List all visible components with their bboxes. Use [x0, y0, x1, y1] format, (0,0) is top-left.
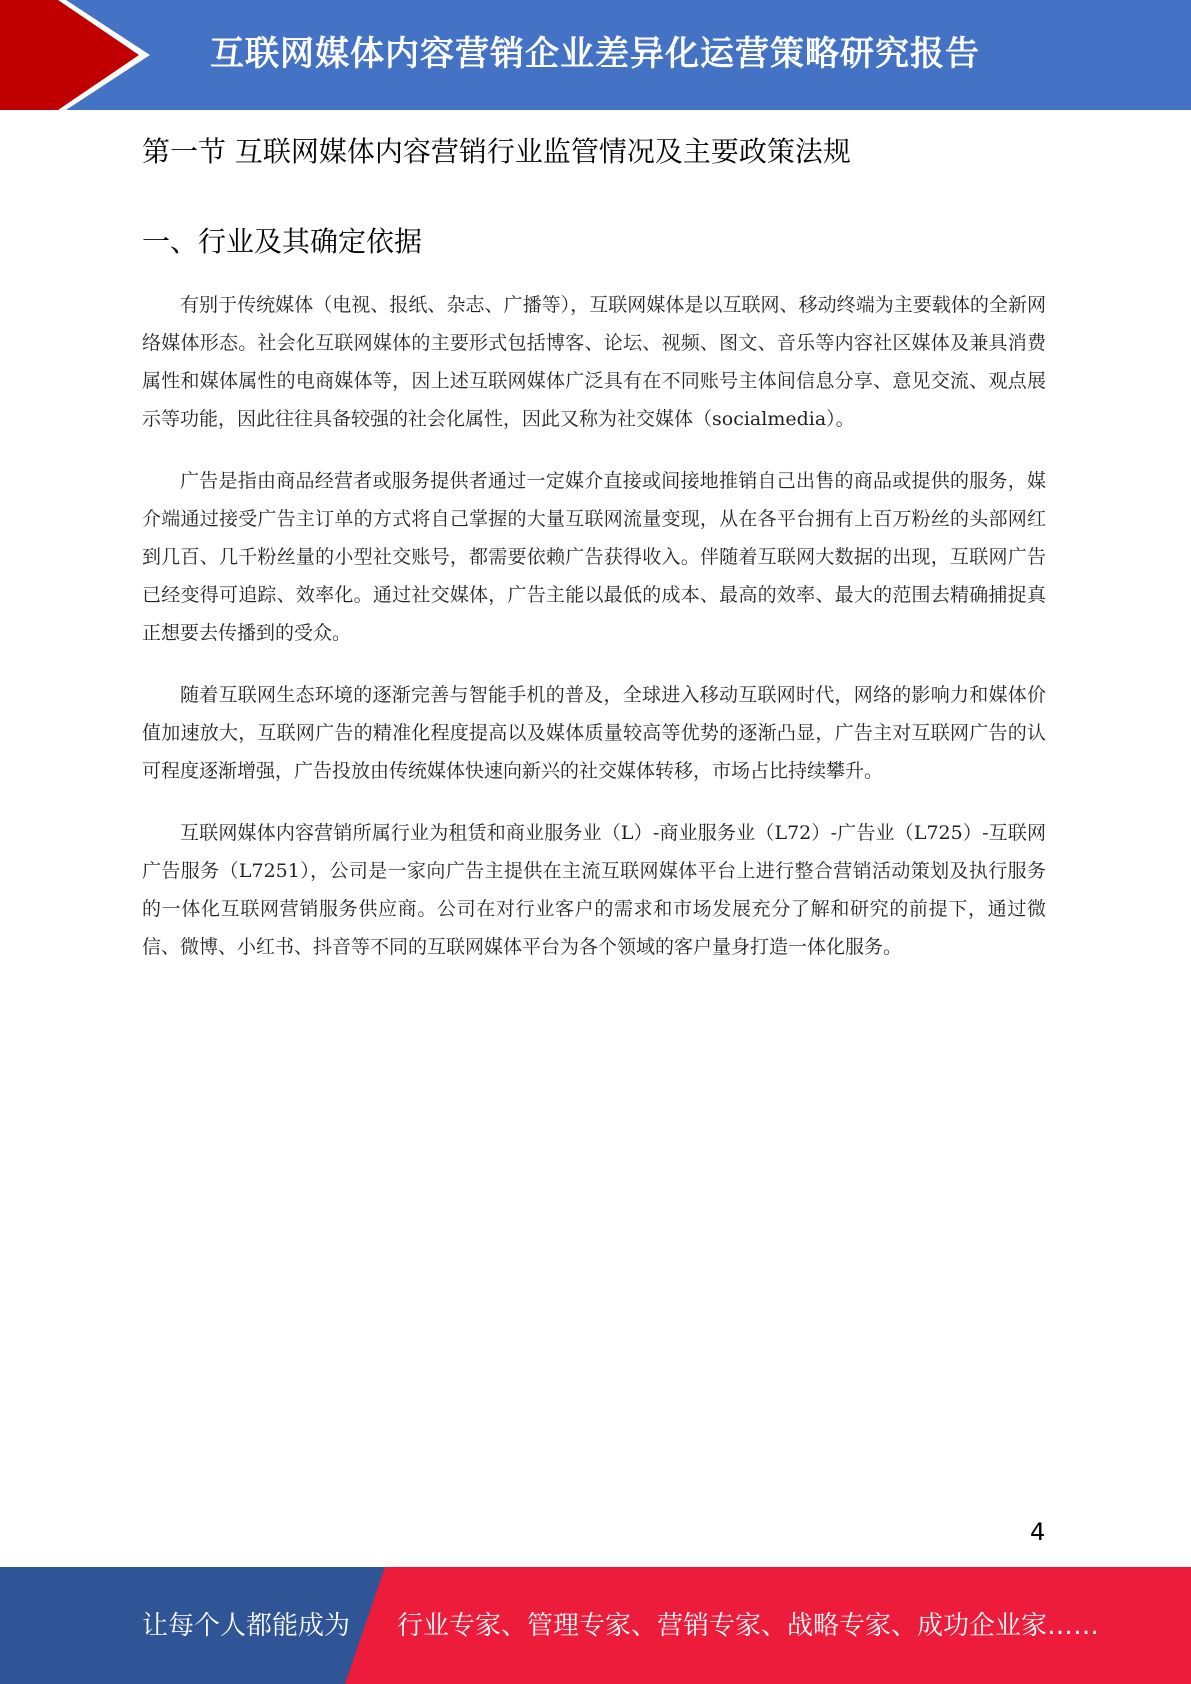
page-number: 4 — [1030, 1518, 1046, 1546]
paragraph: 互联网媒体内容营销所属行业为租赁和商业服务业（L）-商业服务业（L72）-广告业（L725）-互联网广告服务（L7251），公司是一家向广告主提供在主流互联网媒体平台上进行整合营销活动策划及执行服务的一体化互联网营销服务供应商。公司在对行业客户的需求和市场发展充分了解和研究的前提下，通过微信、微博、小红书、抖音等不同的互联网媒体平台为各个领域的客户量身打造一体化服务。 — [142, 822, 1046, 958]
paragraph: 随着互联网生态环境的逐渐完善与智能手机的普及，全球进入移动互联网时代，网络的影响力和媒体价值加速放大，互联网广告的精准化程度提高以及媒体质量较高等优势的逐渐凸显，广告主对互联网广告的认可程度逐渐增强，广告投放由传统媒体快速向新兴的社交媒体转移，市场占比持续攀升。 — [142, 684, 1046, 782]
footer-slogan-right: 行业专家、管理专家、营销专家、战略专家、成功企业家…… — [397, 1611, 1100, 1641]
header-chevron-decoration — [0, 0, 170, 110]
page-footer-band — [0, 1567, 1191, 1684]
paragraph: 有别于传统媒体（电视、报纸、杂志、广播等），互联网媒体是以互联网、移动终端为主要载体的全新网络媒体形态。社会化互联网媒体的主要形式包括博客、论坛、视频、图文、音乐等内容社区媒体及兼具消费属性和媒体属性的电商媒体等，因上述互联网媒体广泛具有在不同账号主体间信息分享、意见交流、观点展示等功能，因此往往具备较强的社会化属性，因此又称为社交媒体（socialmedia）。 — [142, 294, 1046, 430]
subsection-title: 一、行业及其确定依据 — [142, 225, 423, 258]
footer-slogan-left: 让每个人都能成为 — [142, 1611, 351, 1641]
page-header-band — [0, 0, 1191, 110]
section-title: 第一节 互联网媒体内容营销行业监管情况及主要政策法规 — [142, 135, 851, 168]
paragraph: 广告是指由商品经营者或服务提供者通过一定媒介直接或间接地推销自己出售的商品或提供的服务，媒介端通过接受广告主订单的方式将自己掌握的大量互联网流量变现，从在各平台拥有上百万粉丝的头部网红到几百、几千粉丝量的小型社交账号，都需要依赖广告获得收入。伴随着互联网大数据的出现，互联网广告已经变得可追踪、效率化。通过社交媒体，广告主能以最低的成本、最高的效率、最大的范围去精确捕捉真正想要去传播到的受众。 — [142, 470, 1046, 644]
body-text — [142, 286, 1046, 990]
report-title: 互联网媒体内容营销企业差异化运营策略研究报告 — [210, 34, 980, 74]
